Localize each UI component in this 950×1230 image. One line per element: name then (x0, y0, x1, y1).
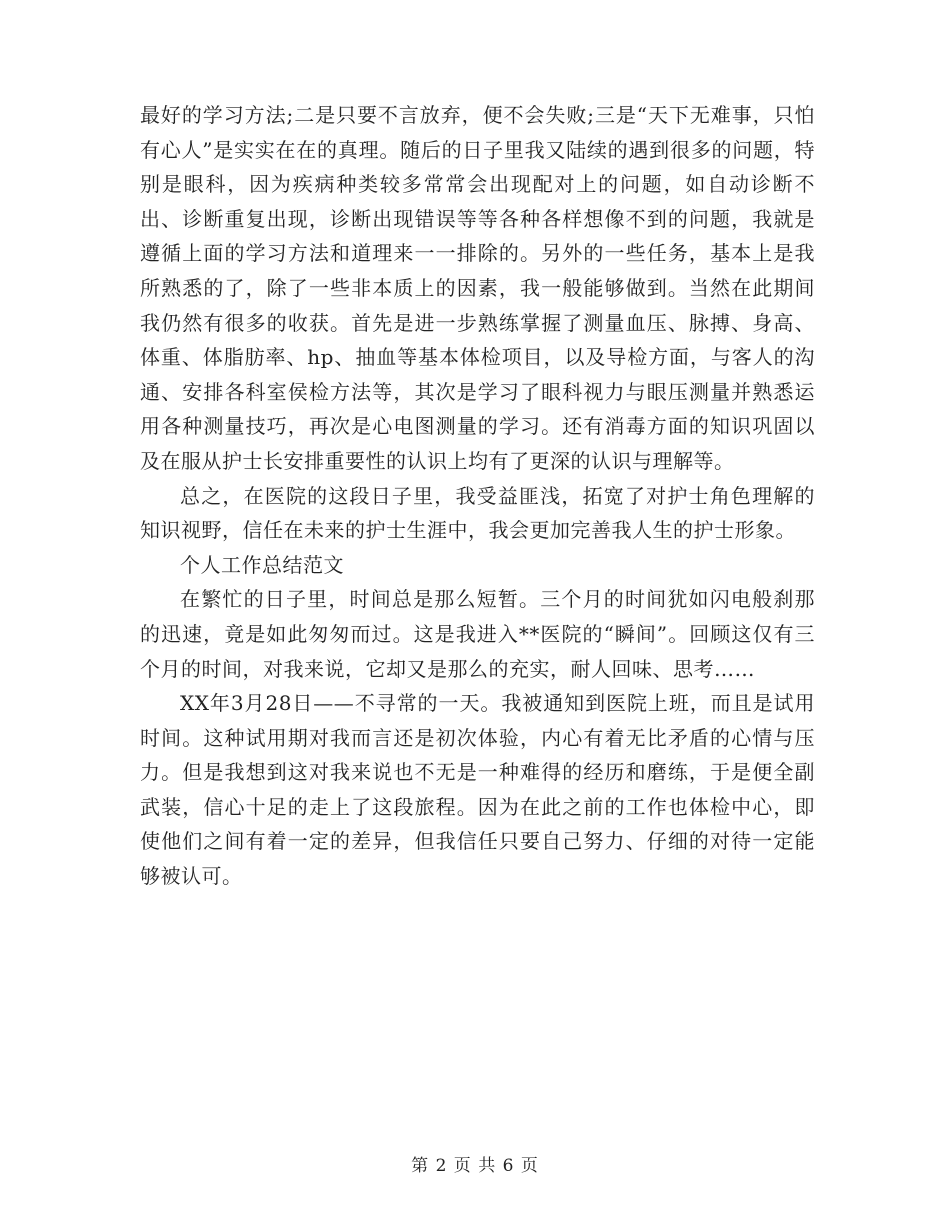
paragraph-first-day: XX年3月28日——不寻常的一天。我被通知到医院上班，而且是试用时间。这种试用期对我而言还是初次体验，内心有着无比矛盾的心情与压力。但是我想到这对我来说也不无是一种难得的经历和磨练，于是便全副武装，信心十足的走上了这段旅程。因为在此之前的工作也体检中心，即使他们之间有着一定的差异，但我信任只要自己努力、仔细的对待一定能够被认可。 (140, 691, 815, 889)
paragraph-continued: 最好的学习方法;二是只要不言放弃，便不会失败;三是“天下无难事，只怕有心人”是实实在在的真理。随后的日子里我又陆续的遇到很多的问题，特别是眼科，因为疾病种类较多常常会出现配对上的问题，如自动诊断不出、诊断重复出现，诊断出现错误等等各种各样想像不到的问题，我就是遵循上面的学习方法和道理来一一排除的。另外的一些任务，基本上是我所熟悉的了，除了一些非本质上的因素，我一般能够做到。当然在此期间我仍然有很多的收获。首先是进一步熟练掌握了测量血压、脉搏、身高、体重、体脂肪率、hp、抽血等基本体检项目，以及导检方面，与客人的沟通、安排各科室侯检方法等，其次是学习了眼科视力与眼压测量并熟悉运用各种测量技巧，再次是心电图测量的学习。还有消毒方面的知识巩固以及在服从护士长安排重要性的认识上均有了更深的认识与理解等。 (140, 103, 815, 473)
document-body (140, 98, 815, 894)
section-heading: 个人工作总结范文 (180, 552, 344, 577)
paragraph-conclusion: 总之，在医院的这段日子里，我受益匪浅，拓宽了对护士角色理解的知识视野，信任在未来的护士生涯中，我会更加完善我人生的护士形象。 (140, 483, 815, 543)
paragraph-intro: 在繁忙的日子里，时间总是那么短暂。三个月的时间犹如闪电般刹那的迅速，竟是如此匆匆而过。这是我进入**医院的“瞬间”。回顾这仅有三个月的时间，对我来说，它却又是那么的充实，耐人回味、思考…… (140, 587, 815, 681)
page-number-footer: 第 2 页 共 6 页 (411, 1156, 539, 1176)
